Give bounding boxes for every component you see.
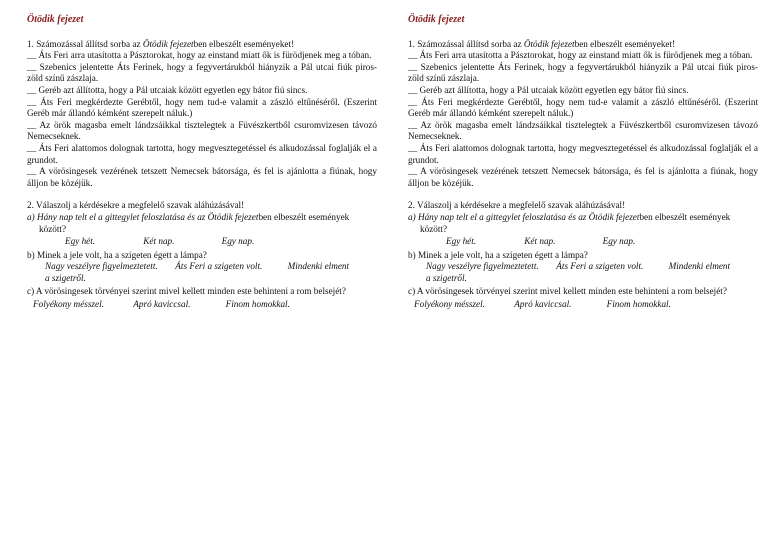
answer-option[interactable]: Egy nap. — [221, 236, 255, 247]
answer-option[interactable]: Két nap. — [143, 236, 175, 247]
answer-option[interactable]: Áts Feri a szigeten volt. — [556, 261, 644, 272]
q2a-text-post: ben elbeszélt események — [639, 211, 731, 222]
q2b-options — [27, 261, 377, 273]
answer-option[interactable]: Finom homokkal. — [606, 299, 671, 310]
answer-option[interactable]: Mindenki elment — [287, 261, 350, 272]
answer-option[interactable]: Apró kaviccsal. — [133, 299, 191, 310]
chapter-title: Ötödik fejezet — [408, 14, 465, 25]
question-2-prompt: 2. Válaszolj a kérdésekre a megfelelő szavak aláhúzásával! — [408, 200, 626, 211]
worksheet-column-left — [27, 14, 377, 313]
answer-option[interactable]: Egy hét. — [446, 236, 477, 247]
answer-option[interactable]: Mindenki elment — [668, 261, 731, 272]
answer-option[interactable]: Apró kaviccsal. — [514, 299, 572, 310]
event-item: __ Szebenics jelentette Áts Ferinek, hogy a fegyvertárukból hiányzik a Pál utcai fiúk piros-zöld színű zászlaja. — [408, 61, 758, 84]
q1-prompt-pre: 1. Számozással állítsd sorba az — [27, 38, 143, 49]
q2b-option-cont[interactable]: a szigetről. — [426, 272, 467, 283]
question-1-prompt — [27, 39, 377, 51]
event-item: __ Szebenics jelentette Áts Ferinek, hogy a fegyvertárukból hiányzik a Pál utcai fiúk piros-zöld színű zászlaja. — [27, 61, 377, 84]
question-2 — [408, 200, 758, 310]
event-item: __ Az örök magasba emelt lándzsáikkal tisztelegtek a Füvészkertből csuromvizesen távozó Nemecseknek. — [408, 119, 758, 142]
event-item: __ Geréb azt állította, hogy a Pál utcaiak között egyetlen egy bátor fiú sincs. — [27, 84, 308, 95]
chapter-title: Ötödik fejezet — [27, 14, 84, 25]
event-item: __ Áts Feri megkérdezte Gerébtől, hogy nem tud-e valamit a zászló eltűnéséről. (Eszerint Geréb már állandó kémként szerepelt náluk.) — [27, 96, 377, 119]
event-item: __ Áts Feri alattomos dolognak tartotta, hogy megvesztegetéssel és alkudozással foglalják el a grundot. — [27, 142, 377, 165]
event-item: __ Áts Feri arra utasította a Pásztorokat, hogy az einstand miatt ők is fürödjenek meg a tóban. — [408, 50, 753, 61]
event-item: __ Áts Feri megkérdezte Gerébtől, hogy nem tud-e valamit a zászló eltűnéséről. (Eszerint Geréb már állandó kémként szerepelt náluk.) — [408, 96, 758, 119]
question-2a — [408, 212, 758, 224]
event-item: __ Az örök magasba emelt lándzsáikkal tisztelegtek a Füvészkertből csuromvizesen távozó Nemecseknek. — [27, 119, 377, 142]
q2b-options — [408, 261, 758, 273]
worksheet-column-right — [408, 14, 758, 313]
question-2 — [27, 200, 377, 310]
q1-prompt-chapter: Ötödik fejezet — [523, 38, 575, 49]
answer-option[interactable]: Nagy veszélyre figyelmeztetett. — [426, 261, 539, 272]
q1-prompt-post: ben elbeszélt eseményeket! — [193, 38, 295, 49]
q2a-chapter: Ötödik fejezet — [588, 211, 640, 222]
question-2b: b) Minek a jele volt, ha a szigeten égett a lámpa? — [408, 249, 588, 260]
answer-option[interactable]: Áts Feri a szigeten volt. — [175, 261, 263, 272]
q2c-options — [408, 299, 758, 311]
event-item: __ A vörösingesek vezérének tetszett Nemecsek bátorsága, és fel is ajánlotta a fiúnak, hogy álljon be közéjük. — [408, 166, 758, 188]
question-1 — [408, 39, 758, 190]
q2a-text-pre: a) Hány nap telt el a gittegylet feloszlatása és az — [408, 211, 589, 222]
q2a-text-pre: a) Hány nap telt el a gittegylet feloszlatása és az — [27, 211, 208, 222]
event-item: __ Áts Feri alattomos dolognak tartotta, hogy megvesztegetéssel és alkudozással foglalják el a grundot. — [408, 142, 758, 165]
answer-option[interactable]: Finom homokkal. — [225, 299, 290, 310]
q2b-option-cont[interactable]: a szigetről. — [45, 272, 86, 283]
q2a-options — [408, 236, 758, 248]
answer-option[interactable]: Két nap. — [524, 236, 556, 247]
q1-prompt-post: ben elbeszélt eseményeket! — [574, 38, 676, 49]
answer-option[interactable]: Folyékony mésszel. — [414, 299, 485, 310]
question-1 — [27, 39, 377, 190]
event-item: __ Áts Feri arra utasította a Pásztorokat, hogy az einstand miatt ők is fürödjenek meg a tóban. — [27, 50, 372, 61]
q1-prompt-chapter: Ötödik fejezet — [142, 38, 194, 49]
q2a-chapter: Ötödik fejezet — [207, 211, 259, 222]
question-2c: c) A vörösingesek törvényei szerint mivel kellett minden este behinteni a rom belsejét? — [408, 286, 727, 297]
q2a-options — [27, 236, 377, 248]
answer-option[interactable]: Folyékony mésszel. — [33, 299, 104, 310]
q1-prompt-pre: 1. Számozással állítsd sorba az — [408, 38, 524, 49]
answer-option[interactable]: Nagy veszélyre figyelmeztetett. — [45, 261, 158, 272]
q2a-line2: között? — [420, 223, 448, 234]
q2a-text-post: ben elbeszélt események — [258, 211, 350, 222]
event-item: __ Geréb azt állította, hogy a Pál utcaiak között egyetlen egy bátor fiú sincs. — [408, 84, 689, 95]
answer-option[interactable]: Egy nap. — [602, 236, 636, 247]
question-2-prompt: 2. Válaszolj a kérdésekre a megfelelő szavak aláhúzásával! — [27, 200, 245, 211]
question-1-prompt — [408, 39, 758, 51]
answer-option[interactable]: Egy hét. — [65, 236, 96, 247]
question-2b: b) Minek a jele volt, ha a szigeten égett a lámpa? — [27, 249, 207, 260]
q2c-options — [27, 299, 377, 311]
question-2a — [27, 212, 377, 224]
q2a-line2: között? — [39, 223, 67, 234]
event-item: __ A vörösingesek vezérének tetszett Nemecsek bátorsága, és fel is ajánlotta a fiúnak, hogy álljon be közéjük. — [27, 166, 377, 188]
question-2c: c) A vörösingesek törvényei szerint mivel kellett minden este behinteni a rom belsejét? — [27, 286, 346, 297]
